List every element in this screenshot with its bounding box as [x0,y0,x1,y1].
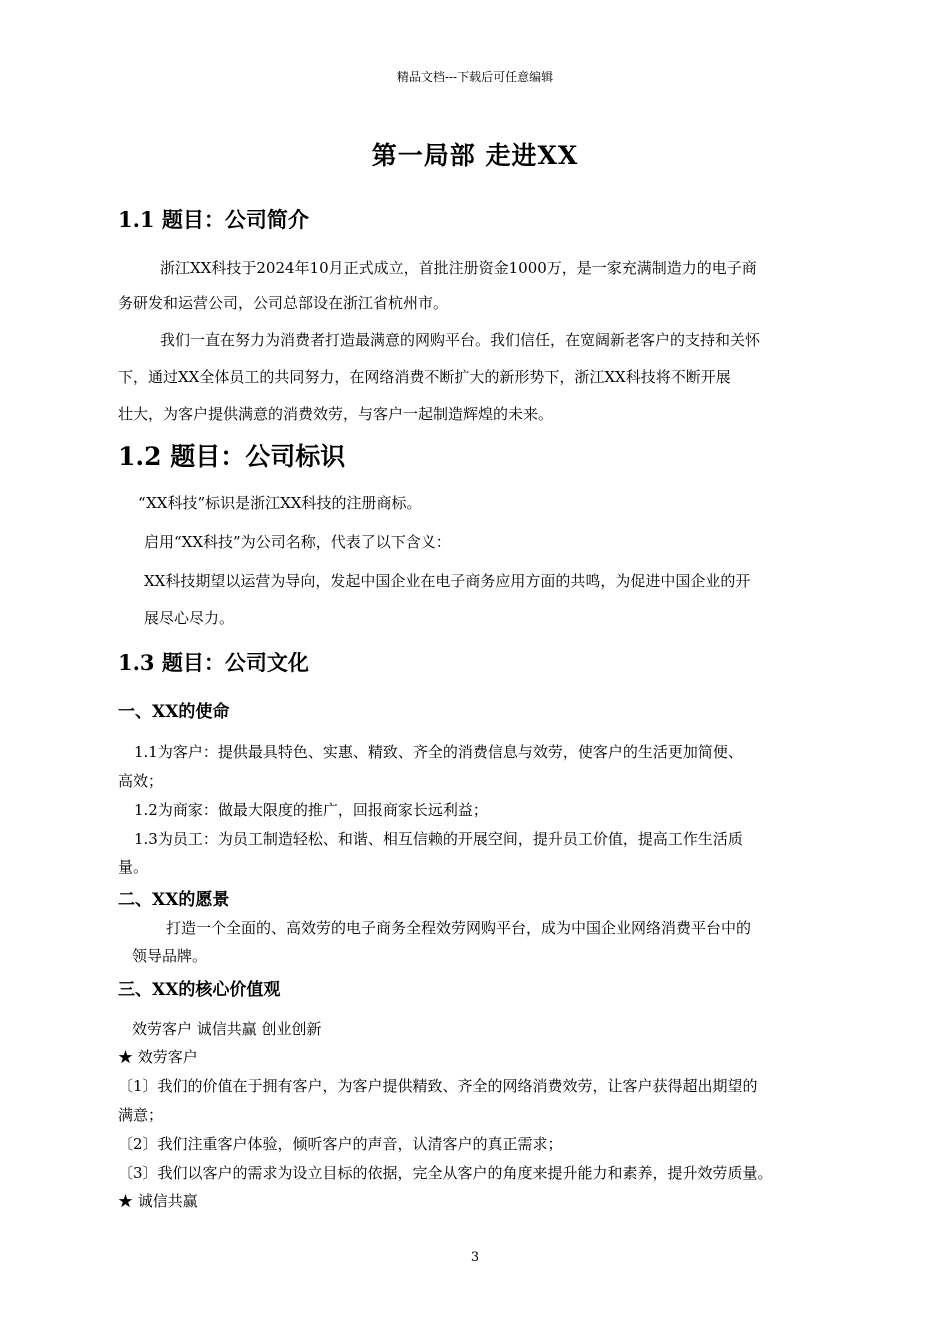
star-bullet-item: ★ 效劳客户 [118,1048,198,1066]
paragraph-line: 壮大，为客户提供满意的消费效劳，与客户一起制造辉煌的未来。 [118,405,554,423]
page-number: 3 [470,1250,480,1265]
paragraph-line: 展尽心尽力。 [144,609,235,627]
star-bullet-item: ★ 诚信共赢 [118,1192,198,1210]
paragraph-line: 效劳客户 诚信共赢 创业创新 [132,1020,322,1038]
section-heading-1-1: 1.1 题目：公司简介 [118,207,309,232]
section-heading-1-3: 1.3 题目：公司文化 [118,650,309,675]
subheading-mission: 一、XX的使命 [118,702,230,722]
subheading-vision: 二、XX的愿景 [118,890,230,910]
paragraph-line: 领导品牌。 [132,947,208,965]
list-item: 〔3〕我们以客户的需求为设立目标的依据，完全从客户的角度来提升能力和素养，提升效劳质量。 [118,1164,773,1182]
page-header: 精品文档---下载后可任意编辑 [396,70,554,84]
paragraph-line: “XX科技”标识是浙江XX科技的注册商标。 [138,494,422,512]
list-item: 量。 [118,858,149,876]
paragraph-line: 打造一个全面的、高效劳的电子商务全程效劳网购平台，成为中国企业网络消费平台中的 [166,919,752,937]
section-heading-1-2: 1.2 题目：公司标识 [118,442,346,471]
paragraph-line: 我们一直在努力为消费者打造最满意的网购平台。我们信任，在宽阔新老客户的支持和关怀 [160,331,761,349]
list-item: 〔1〕我们的价值在于拥有客户，为客户提供精致、齐全的网络消费效劳，让客户获得超出期望的 [118,1077,758,1095]
paragraph-line: 启用“XX科技”为公司名称，代表了以下含义： [144,533,451,551]
list-item: 1.3为员工：为员工制造轻松、和谐、相互信赖的开展空间，提升员工价值，提高工作生活质 [134,830,743,848]
list-item: 〔2〕我们注重客户体验，倾听客户的声音，认清客户的真正需求； [118,1135,563,1153]
paragraph-line: 浙江XX科技于2024年10月正式成立，首批注册资金1000万，是一家充满制造力的电子商 [160,259,757,277]
list-item: 1.2为商家：做最大限度的推广，回报商家长远利益； [134,801,488,819]
list-item: 满意； [118,1106,164,1124]
paragraph-line: 务研发和运营公司，公司总部设在浙江省杭州市。 [118,294,449,312]
list-item: 高效； [118,772,164,790]
list-item: 1.1为客户：提供最具特色、实惠、精致、齐全的消费信息与效劳，使客户的生活更加简便、 [134,743,743,761]
subheading-values: 三、XX的核心价值观 [118,980,281,1000]
paragraph-line: XX科技期望以运营为导向，发起中国企业在电子商务应用方面的共鸣，为促进中国企业的开 [144,572,751,590]
paragraph-line: 下，通过XX全体员工的共同努力，在网络消费不断扩大的新形势下，浙江XX科技将不断开展 [118,368,731,386]
page-title: 第一局部 走进XX [371,141,579,170]
